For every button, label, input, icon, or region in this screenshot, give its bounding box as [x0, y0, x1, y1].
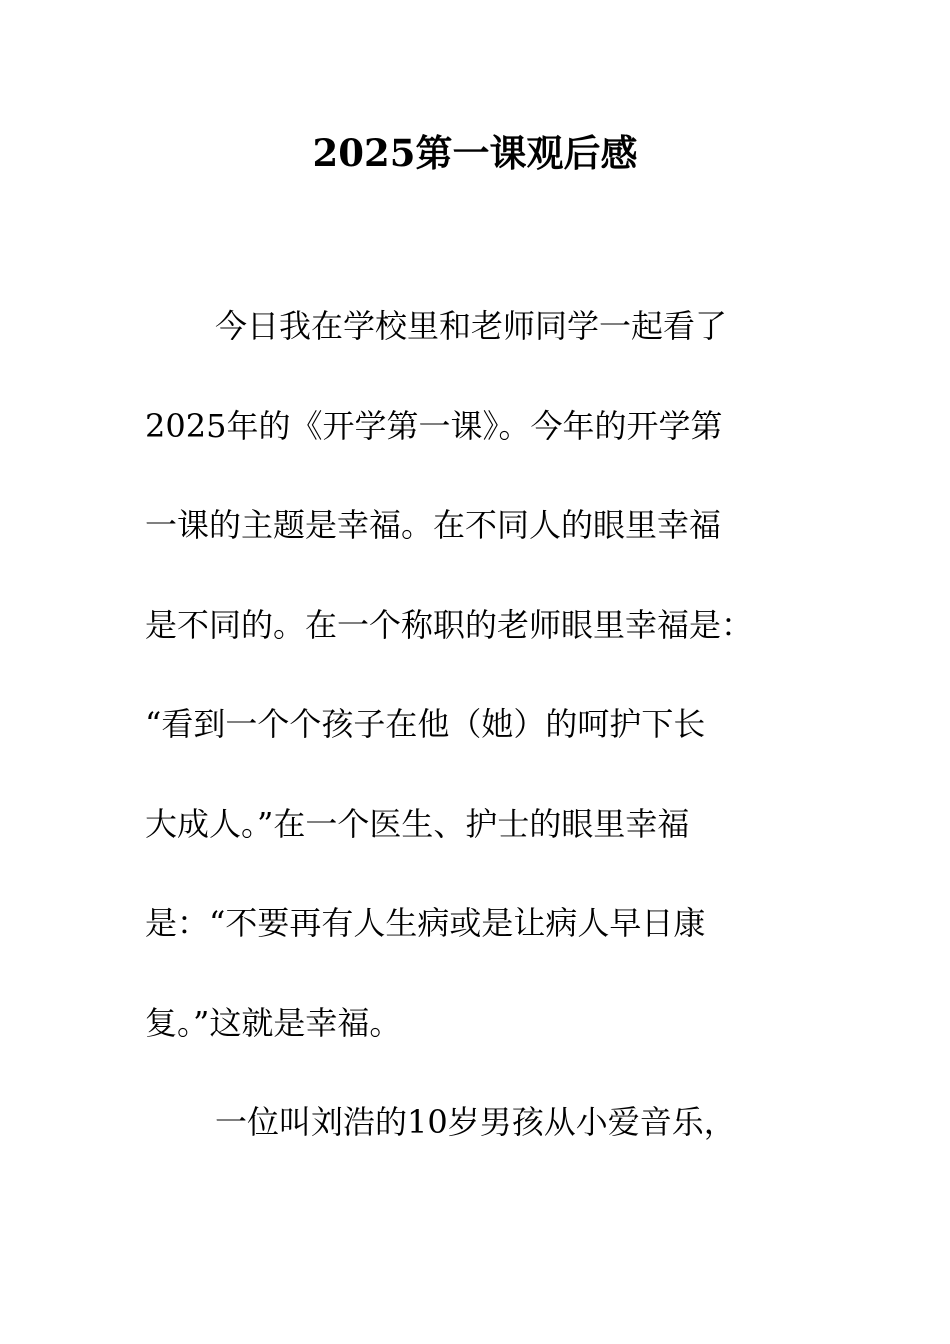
paragraph-line: 一课的主题是幸福。在不同人的眼里幸福 [145, 506, 722, 544]
paragraph-line: 大成人。”在一个医生、护士的眼里幸福 [145, 805, 690, 843]
paragraph-line: 是：“不要再有人生病或是让病人早日康 [145, 904, 706, 942]
paragraph-line: 是不同的。在一个称职的老师眼里幸福是： [145, 606, 754, 644]
paragraph-line: 一位叫刘浩的10岁男孩从小爱音乐， [215, 1103, 736, 1141]
paragraph-line: 2025年的《开学第一课》。今年的开学第 [145, 407, 723, 445]
paragraph-line: 复。”这就是幸福。 [145, 1004, 402, 1042]
paragraph-line: “看到一个个孩子在他（她）的呵护下长 [145, 705, 706, 743]
paragraph-line: 今日我在学校里和老师同学一起看了 [215, 307, 728, 345]
document-title: 2025第一课观后感 [312, 131, 638, 175]
